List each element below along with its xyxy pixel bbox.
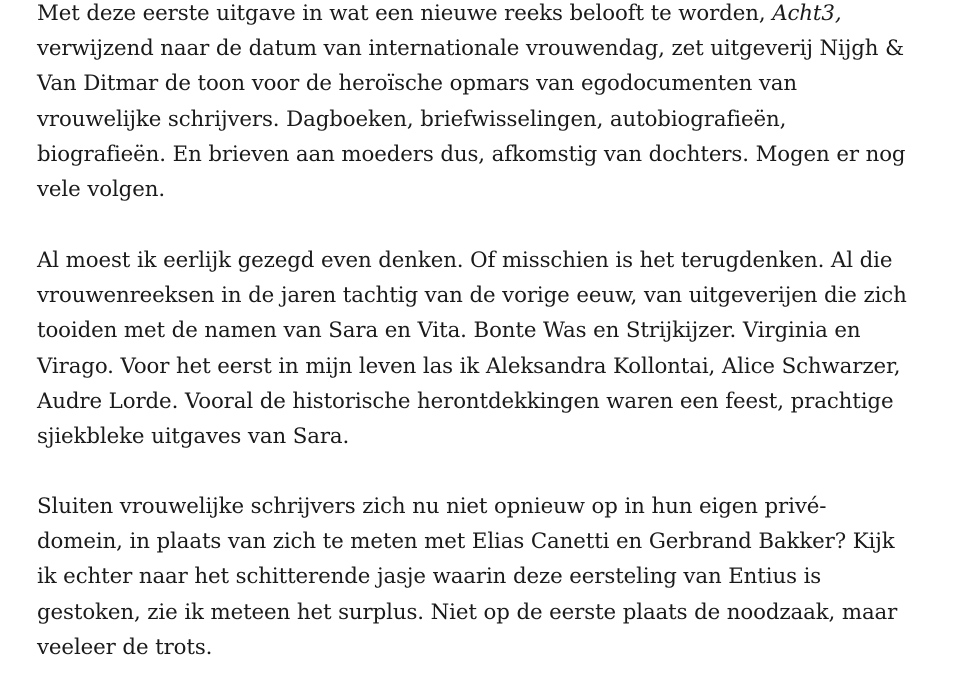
text-line: gestoken, zie ik meteen het surplus. Niet op de eerste plaats de noodzaak, maar — [37, 599, 898, 625]
text-line: Met deze eerste uitgave in wat een nieuwe reeks belooft te worden, Acht3, — [37, 1, 842, 26]
series-title: Acht3, — [772, 1, 842, 26]
text-line: Sluiten vrouwelijke schrijvers zich nu niet opnieuw op in hun eigen privé- — [37, 494, 827, 519]
text-line: vele volgen. — [37, 177, 166, 203]
text-line: veeleer de trots. — [37, 634, 213, 660]
text-line: Van Ditmar de toon voor de heroïsche opmars van egodocumenten van — [37, 71, 798, 97]
text-line: Al moest ik eerlijk gezegd even denken. Of misschien is het terugdenken. Al die — [37, 248, 893, 273]
text-line: verwijzend naar de datum van internationale vrouwendag, zet uitgeverij Nijgh & — [37, 36, 904, 62]
text-line: vrouwenreeksen in de jaren tachtig van de vorige eeuw, van uitgeverijen die zich — [37, 283, 907, 309]
text-line: biografieën. En brieven aan moeders dus, afkomstig van dochters. Mogen er nog — [37, 141, 906, 167]
text-line: domein, in plaats van zich te meten met Elias Canetti en Gerbrand Bakker? Kijk — [37, 529, 895, 555]
paragraph-1 — [37, 0, 937, 207]
text-line: Audre Lorde. Vooral de historische herontdekkingen waren een feest, prachtige — [37, 388, 894, 414]
text-line: vrouwelijke schrijvers. Dagboeken, briefwisselingen, autobiografieën, — [37, 106, 787, 132]
text-line: sjiekbleke uitgaves van Sara. — [37, 424, 350, 450]
text-line: Virago. Voor het eerst in mijn leven las ik Aleksandra Kollontai, Alice Schwarzer, — [37, 353, 901, 379]
text-line: tooiden met de namen van Sara en Vita. Bonte Was en Strijkijzer. Virginia en — [37, 318, 861, 344]
text-line: ik echter naar het schitterende jasje waarin deze eersteling van Entius is — [37, 564, 822, 590]
paragraph-2 — [37, 243, 937, 454]
paragraph-3 — [37, 489, 937, 665]
